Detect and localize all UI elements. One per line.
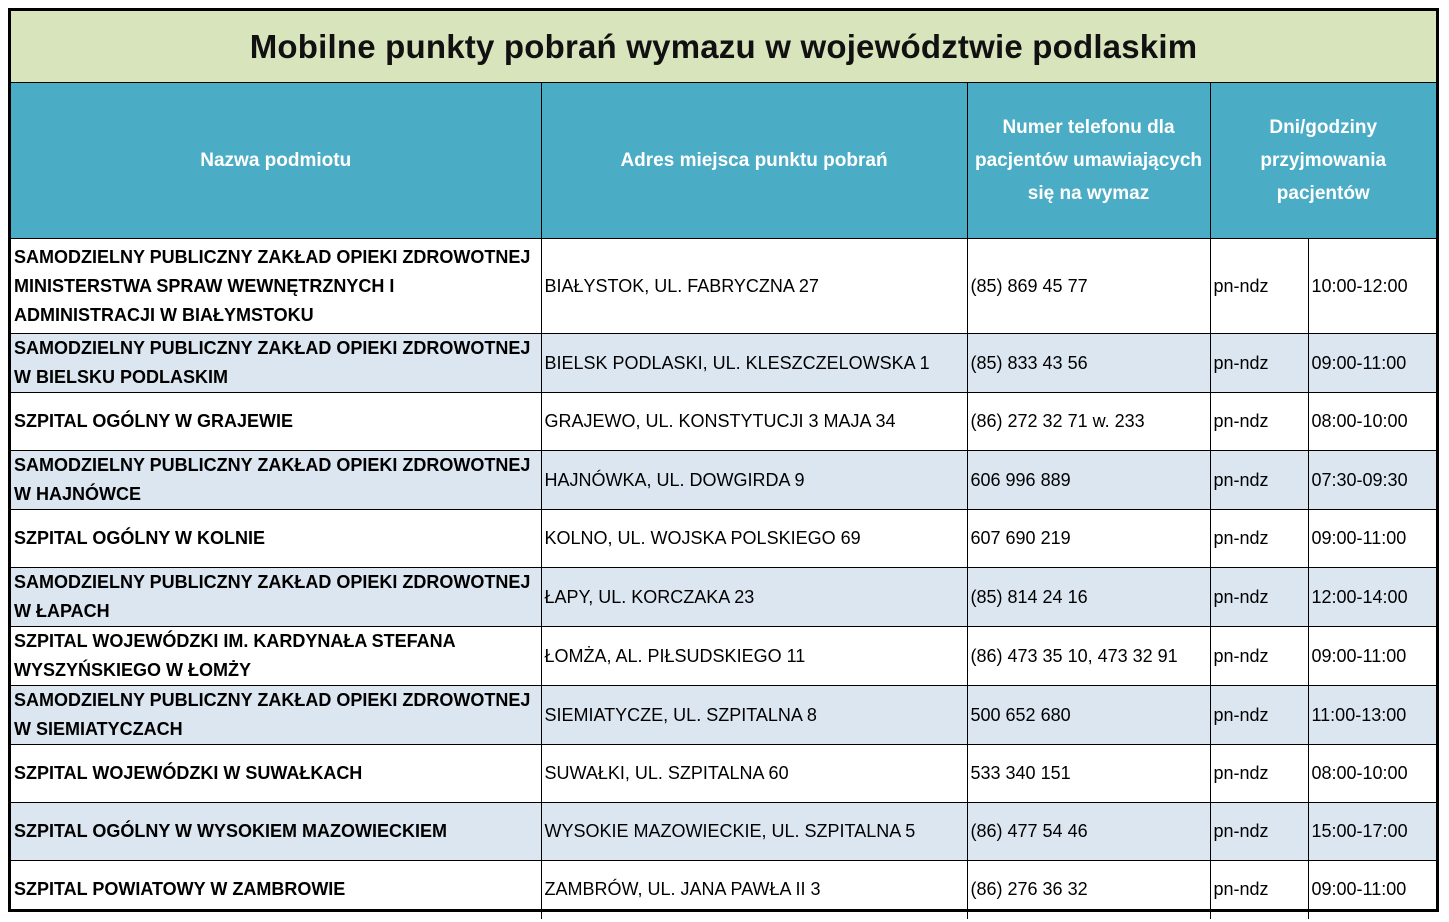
cell-address: SUWAŁKI, UL. SZPITALNA 60: [541, 745, 967, 803]
cell-days: pn-ndz: [1210, 803, 1308, 861]
cell-days: pn-ndz: [1210, 510, 1308, 568]
cell-name: SAMODZIELNY PUBLICZNY ZAKŁAD OPIEKI ZDROWOTNEJ W HAJNÓWCE: [11, 451, 541, 510]
cell-days: pn-ndz: [1210, 568, 1308, 627]
cell-time: 07:30-09:30: [1308, 451, 1436, 510]
title-bar: [11, 11, 1436, 83]
cell-days: pn-ndz: [1210, 451, 1308, 510]
page-title: Mobilne punkty pobrań wymazu w województwie podlaskim: [249, 27, 1198, 65]
cell-name: SAMODZIELNY PUBLICZNY ZAKŁAD OPIEKI ZDROWOTNEJ W SIEMIATYCZACH: [11, 686, 541, 745]
cell-phone: (86) 272 32 71 w. 233: [967, 393, 1210, 451]
cell-address: ŁAPY, UL. KORCZAKA 23: [541, 568, 967, 627]
table-row: [11, 334, 1436, 393]
cell-name: SAMODZIELNY PUBLICZNY ZAKŁAD OPIEKI ZDROWOTNEJ W BIELSKU PODLASKIM: [11, 334, 541, 393]
cell-address: ZAMBRÓW, UL. JANA PAWŁA II 3: [541, 861, 967, 919]
cell-days: pn-ndz: [1210, 334, 1308, 393]
cell-time: 09:00-11:00: [1308, 627, 1436, 686]
cell-address: ŁOMŻA, AL. PIŁSUDSKIEGO 11: [541, 627, 967, 686]
cell-phone: (86) 473 35 10, 473 32 91: [967, 627, 1210, 686]
table-row: [11, 745, 1436, 803]
cell-address: GRAJEWO, UL. KONSTYTUCJI 3 MAJA 34: [541, 393, 967, 451]
table-row: [11, 861, 1436, 919]
cell-phone: (85) 814 24 16: [967, 568, 1210, 627]
cell-phone: 607 690 219: [967, 510, 1210, 568]
cell-phone: (85) 833 43 56: [967, 334, 1210, 393]
cell-time: 15:00-17:00: [1308, 803, 1436, 861]
cell-address: KOLNO, UL. WOJSKA POLSKIEGO 69: [541, 510, 967, 568]
cell-time: 10:00-12:00: [1308, 239, 1436, 334]
cell-address: SIEMIATYCZE, UL. SZPITALNA 8: [541, 686, 967, 745]
cell-phone: (85) 869 45 77: [967, 239, 1210, 334]
header-hours: Dni/godziny przyjmowania pacjentów: [1210, 83, 1436, 239]
cell-name: SAMODZIELNY PUBLICZNY ZAKŁAD OPIEKI ZDROWOTNEJ MINISTERSTWA SPRAW WEWNĘTRZNYCH I ADMINISTRACJI W BIAŁYMSTOKU: [11, 239, 541, 334]
table-row: [11, 627, 1436, 686]
cell-address: BIELSK PODLASKI, UL. KLESZCZELOWSKA 1: [541, 334, 967, 393]
cell-phone: 533 340 151: [967, 745, 1210, 803]
cell-address: WYSOKIE MAZOWIECKIE, UL. SZPITALNA 5: [541, 803, 967, 861]
table-row: [11, 510, 1436, 568]
cell-days: pn-ndz: [1210, 686, 1308, 745]
cell-phone: (86) 477 54 46: [967, 803, 1210, 861]
cell-days: pn-ndz: [1210, 239, 1308, 334]
cell-phone: (86) 276 36 32: [967, 861, 1210, 919]
header-name: Nazwa podmiotu: [11, 83, 541, 239]
header-phone: Numer telefonu dla pacjentów umawiających się na wymaz: [967, 83, 1210, 239]
collection-points-table: [11, 83, 1436, 919]
cell-name: SAMODZIELNY PUBLICZNY ZAKŁAD OPIEKI ZDROWOTNEJ W ŁAPACH: [11, 568, 541, 627]
table-row: [11, 239, 1436, 334]
cell-name: SZPITAL WOJEWÓDZKI W SUWAŁKACH: [11, 745, 541, 803]
table-row: [11, 568, 1436, 627]
cell-name: SZPITAL OGÓLNY W GRAJEWIE: [11, 393, 541, 451]
table-row: [11, 803, 1436, 861]
cell-address: BIAŁYSTOK, UL. FABRYCZNA 27: [541, 239, 967, 334]
document-sheet: [8, 8, 1439, 912]
cell-time: 09:00-11:00: [1308, 861, 1436, 919]
cell-days: pn-ndz: [1210, 393, 1308, 451]
cell-phone: 500 652 680: [967, 686, 1210, 745]
cell-name: SZPITAL POWIATOWY W ZAMBROWIE: [11, 861, 541, 919]
cell-time: 09:00-11:00: [1308, 334, 1436, 393]
cell-name: SZPITAL OGÓLNY W KOLNIE: [11, 510, 541, 568]
cell-time: 12:00-14:00: [1308, 568, 1436, 627]
table-row: [11, 686, 1436, 745]
cell-days: pn-ndz: [1210, 745, 1308, 803]
cell-time: 09:00-11:00: [1308, 510, 1436, 568]
header-address: Adres miejsca punktu pobrań: [541, 83, 967, 239]
cell-days: pn-ndz: [1210, 861, 1308, 919]
cell-time: 08:00-10:00: [1308, 745, 1436, 803]
cell-name: SZPITAL OGÓLNY W WYSOKIEM MAZOWIECKIEM: [11, 803, 541, 861]
cell-time: 08:00-10:00: [1308, 393, 1436, 451]
cell-days: pn-ndz: [1210, 627, 1308, 686]
table-row: [11, 393, 1436, 451]
table-row: [11, 451, 1436, 510]
cell-name: SZPITAL WOJEWÓDZKI IM. KARDYNAŁA STEFANA WYSZYŃSKIEGO W ŁOMŻY: [11, 627, 541, 686]
table-header-row: [11, 83, 1436, 239]
cell-phone: 606 996 889: [967, 451, 1210, 510]
cell-time: 11:00-13:00: [1308, 686, 1436, 745]
cell-address: HAJNÓWKA, UL. DOWGIRDA 9: [541, 451, 967, 510]
